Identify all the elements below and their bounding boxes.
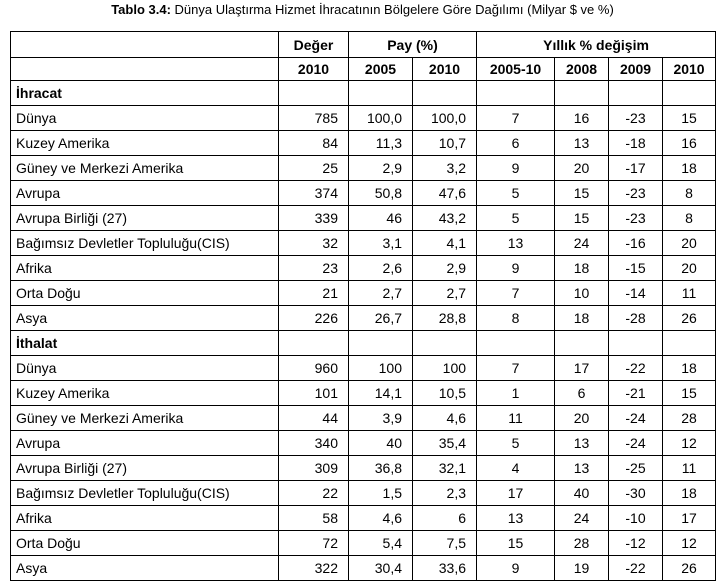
cell-region: Güney ve Merkezi Amerika <box>11 406 279 431</box>
cell-value-2010: 23 <box>279 256 349 281</box>
header-row-1 <box>11 32 716 58</box>
cell-region: Bağımsız Devletler Topluluğu(CIS) <box>11 231 279 256</box>
cell-share-2010: 43,2 <box>413 206 477 231</box>
cell-change-2008: 20 <box>555 156 609 181</box>
cell-value-2010: 309 <box>279 456 349 481</box>
cell-change-2010: 18 <box>663 356 716 381</box>
cell-change-2009: -30 <box>609 481 663 506</box>
cell-change-2009: -22 <box>609 556 663 581</box>
cell-change-2009: -16 <box>609 231 663 256</box>
table-row <box>11 556 716 581</box>
cell-change-2005-10: 4 <box>477 456 555 481</box>
section-empty-cell <box>663 331 716 356</box>
caption-label: Tablo 3.4: <box>111 2 171 17</box>
cell-change-2009: -28 <box>609 306 663 331</box>
cell-share-2010: 33,6 <box>413 556 477 581</box>
cell-region: Asya <box>11 306 279 331</box>
cell-share-2005: 30,4 <box>349 556 413 581</box>
cell-share-2010: 100,0 <box>413 106 477 131</box>
cell-change-2010: 20 <box>663 256 716 281</box>
cell-value-2010: 785 <box>279 106 349 131</box>
cell-value-2010: 44 <box>279 406 349 431</box>
table-row <box>11 206 716 231</box>
cell-value-2010: 374 <box>279 181 349 206</box>
cell-change-2009: -25 <box>609 456 663 481</box>
cell-share-2005: 50,8 <box>349 181 413 206</box>
cell-change-2005-10: 15 <box>477 531 555 556</box>
cell-change-2005-10: 7 <box>477 281 555 306</box>
cell-change-2005-10: 6 <box>477 131 555 156</box>
cell-share-2010: 2,9 <box>413 256 477 281</box>
section-empty-cell <box>663 81 716 106</box>
cell-value-2010: 960 <box>279 356 349 381</box>
cell-share-2005: 11,3 <box>349 131 413 156</box>
cell-region: Afrika <box>11 506 279 531</box>
cell-change-2008: 16 <box>555 106 609 131</box>
cell-change-2008: 15 <box>555 206 609 231</box>
cell-value-2010: 84 <box>279 131 349 156</box>
cell-value-2010: 339 <box>279 206 349 231</box>
cell-share-2005: 2,6 <box>349 256 413 281</box>
cell-share-2005: 3,9 <box>349 406 413 431</box>
cell-change-2008: 6 <box>555 381 609 406</box>
cell-share-2010: 2,7 <box>413 281 477 306</box>
cell-change-2008: 20 <box>555 406 609 431</box>
cell-share-2010: 7,5 <box>413 531 477 556</box>
cell-change-2009: -15 <box>609 256 663 281</box>
cell-change-2010: 26 <box>663 306 716 331</box>
cell-change-2005-10: 5 <box>477 431 555 456</box>
cell-share-2005: 4,6 <box>349 506 413 531</box>
cell-change-2005-10: 9 <box>477 156 555 181</box>
cell-change-2005-10: 9 <box>477 256 555 281</box>
caption-text: Dünya Ulaştırma Hizmet İhracatının Bölgelere Göre Dağılımı (Milyar $ ve %) <box>170 2 614 17</box>
cell-region: Güney ve Merkezi Amerika <box>11 156 279 181</box>
cell-change-2010: 16 <box>663 131 716 156</box>
table-row <box>11 131 716 156</box>
shipping-services-table <box>10 31 716 581</box>
cell-region: Asya <box>11 556 279 581</box>
table-row <box>11 431 716 456</box>
table-row <box>11 531 716 556</box>
cell-share-2010: 2,3 <box>413 481 477 506</box>
cell-region: Avrupa <box>11 431 279 456</box>
cell-change-2005-10: 1 <box>477 381 555 406</box>
cell-change-2008: 13 <box>555 431 609 456</box>
cell-region: Orta Doğu <box>11 281 279 306</box>
cell-share-2005: 14,1 <box>349 381 413 406</box>
cell-change-2010: 18 <box>663 156 716 181</box>
cell-change-2008: 18 <box>555 306 609 331</box>
cell-change-2010: 11 <box>663 456 716 481</box>
cell-region: Afrika <box>11 256 279 281</box>
cell-change-2009: -23 <box>609 181 663 206</box>
cell-change-2005-10: 13 <box>477 231 555 256</box>
cell-change-2005-10: 13 <box>477 506 555 531</box>
header-deger: Değer <box>279 32 349 58</box>
cell-value-2010: 322 <box>279 556 349 581</box>
cell-value-2010: 21 <box>279 281 349 306</box>
cell-change-2009: -12 <box>609 531 663 556</box>
cell-change-2009: -24 <box>609 431 663 456</box>
section-row <box>11 81 716 106</box>
section-empty-cell <box>555 331 609 356</box>
section-empty-cell <box>477 81 555 106</box>
table-row <box>11 256 716 281</box>
header-year-pay-2005: 2005 <box>349 58 413 81</box>
cell-share-2010: 10,7 <box>413 131 477 156</box>
cell-region: Kuzey Amerika <box>11 131 279 156</box>
table-row <box>11 481 716 506</box>
cell-share-2010: 32,1 <box>413 456 477 481</box>
cell-region: Avrupa Birliği (27) <box>11 456 279 481</box>
cell-change-2010: 17 <box>663 506 716 531</box>
table-row <box>11 406 716 431</box>
cell-change-2010: 20 <box>663 231 716 256</box>
cell-region: Dünya <box>11 106 279 131</box>
section-empty-cell <box>477 331 555 356</box>
cell-share-2010: 4,6 <box>413 406 477 431</box>
cell-change-2008: 13 <box>555 131 609 156</box>
cell-change-2010: 15 <box>663 381 716 406</box>
cell-value-2010: 58 <box>279 506 349 531</box>
cell-region: Bağımsız Devletler Topluluğu(CIS) <box>11 481 279 506</box>
cell-value-2010: 22 <box>279 481 349 506</box>
cell-change-2009: -18 <box>609 131 663 156</box>
cell-share-2010: 6 <box>413 506 477 531</box>
cell-share-2005: 2,7 <box>349 281 413 306</box>
cell-share-2010: 35,4 <box>413 431 477 456</box>
header-blank-2 <box>11 58 279 81</box>
table-row <box>11 381 716 406</box>
cell-change-2008: 17 <box>555 356 609 381</box>
cell-value-2010: 32 <box>279 231 349 256</box>
cell-change-2005-10: 7 <box>477 106 555 131</box>
section-empty-cell <box>279 81 349 106</box>
section-empty-cell <box>609 81 663 106</box>
cell-share-2010: 28,8 <box>413 306 477 331</box>
header-year-2010: 2010 <box>663 58 716 81</box>
cell-value-2010: 72 <box>279 531 349 556</box>
section-empty-cell <box>609 331 663 356</box>
table-row <box>11 106 716 131</box>
cell-change-2010: 8 <box>663 206 716 231</box>
cell-share-2010: 4,1 <box>413 231 477 256</box>
cell-share-2005: 5,4 <box>349 531 413 556</box>
cell-change-2008: 18 <box>555 256 609 281</box>
cell-change-2008: 24 <box>555 506 609 531</box>
cell-change-2010: 8 <box>663 181 716 206</box>
table-caption <box>0 2 725 18</box>
table-row <box>11 306 716 331</box>
cell-region: Orta Doğu <box>11 531 279 556</box>
cell-share-2005: 2,9 <box>349 156 413 181</box>
header-year-2008: 2008 <box>555 58 609 81</box>
cell-change-2009: -24 <box>609 406 663 431</box>
table-row <box>11 356 716 381</box>
cell-share-2005: 100 <box>349 356 413 381</box>
cell-share-2010: 3,2 <box>413 156 477 181</box>
cell-change-2008: 10 <box>555 281 609 306</box>
header-year-deger: 2010 <box>279 58 349 81</box>
cell-share-2005: 36,8 <box>349 456 413 481</box>
cell-region: Kuzey Amerika <box>11 381 279 406</box>
table-row <box>11 506 716 531</box>
header-year-2009: 2009 <box>609 58 663 81</box>
table-row <box>11 456 716 481</box>
header-yillik: Yıllık % değişim <box>477 32 716 58</box>
cell-change-2008: 28 <box>555 531 609 556</box>
cell-share-2005: 1,5 <box>349 481 413 506</box>
section-title: İhracat <box>11 81 279 106</box>
table-row <box>11 181 716 206</box>
cell-change-2008: 24 <box>555 231 609 256</box>
cell-value-2010: 101 <box>279 381 349 406</box>
cell-change-2005-10: 7 <box>477 356 555 381</box>
cell-change-2009: -21 <box>609 381 663 406</box>
cell-change-2005-10: 9 <box>477 556 555 581</box>
section-empty-cell <box>555 81 609 106</box>
cell-change-2009: -22 <box>609 356 663 381</box>
cell-region: Avrupa <box>11 181 279 206</box>
cell-change-2010: 26 <box>663 556 716 581</box>
header-blank <box>11 32 279 58</box>
cell-change-2005-10: 11 <box>477 406 555 431</box>
cell-change-2009: -23 <box>609 206 663 231</box>
section-row <box>11 331 716 356</box>
cell-share-2005: 3,1 <box>349 231 413 256</box>
section-empty-cell <box>413 331 477 356</box>
cell-change-2008: 40 <box>555 481 609 506</box>
cell-change-2005-10: 5 <box>477 206 555 231</box>
section-empty-cell <box>349 331 413 356</box>
cell-value-2010: 340 <box>279 431 349 456</box>
table-row <box>11 231 716 256</box>
cell-share-2010: 100 <box>413 356 477 381</box>
cell-share-2005: 100,0 <box>349 106 413 131</box>
cell-change-2010: 18 <box>663 481 716 506</box>
cell-change-2009: -10 <box>609 506 663 531</box>
cell-change-2010: 28 <box>663 406 716 431</box>
section-empty-cell <box>279 331 349 356</box>
table-row <box>11 156 716 181</box>
cell-change-2005-10: 5 <box>477 181 555 206</box>
cell-change-2005-10: 17 <box>477 481 555 506</box>
section-title: İthalat <box>11 331 279 356</box>
cell-change-2009: -14 <box>609 281 663 306</box>
table-row <box>11 281 716 306</box>
header-year-2005-10: 2005-10 <box>477 58 555 81</box>
cell-share-2005: 26,7 <box>349 306 413 331</box>
cell-change-2009: -17 <box>609 156 663 181</box>
header-pay: Pay (%) <box>349 32 477 58</box>
cell-share-2010: 10,5 <box>413 381 477 406</box>
header-row-2 <box>11 58 716 81</box>
cell-change-2008: 15 <box>555 181 609 206</box>
cell-region: Dünya <box>11 356 279 381</box>
cell-share-2010: 47,6 <box>413 181 477 206</box>
cell-value-2010: 226 <box>279 306 349 331</box>
cell-change-2009: -23 <box>609 106 663 131</box>
cell-change-2010: 12 <box>663 531 716 556</box>
section-empty-cell <box>349 81 413 106</box>
header-year-pay-2010: 2010 <box>413 58 477 81</box>
cell-value-2010: 25 <box>279 156 349 181</box>
cell-region: Avrupa Birliği (27) <box>11 206 279 231</box>
cell-change-2005-10: 8 <box>477 306 555 331</box>
cell-change-2008: 19 <box>555 556 609 581</box>
section-empty-cell <box>413 81 477 106</box>
cell-change-2010: 12 <box>663 431 716 456</box>
cell-share-2005: 46 <box>349 206 413 231</box>
cell-change-2010: 11 <box>663 281 716 306</box>
cell-change-2010: 15 <box>663 106 716 131</box>
cell-change-2008: 13 <box>555 456 609 481</box>
cell-share-2005: 40 <box>349 431 413 456</box>
